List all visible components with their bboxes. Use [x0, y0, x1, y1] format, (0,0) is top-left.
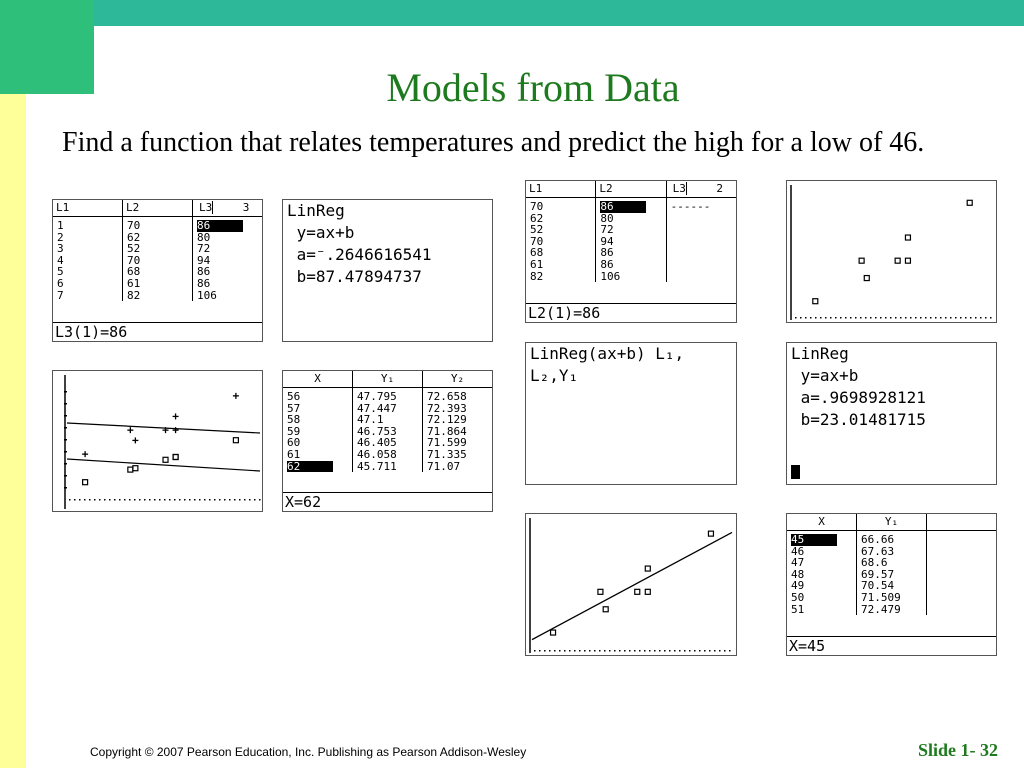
x-axis-tick: [845, 317, 847, 319]
slide-number: Slide 1- 32: [917, 740, 998, 760]
list-l1-column: [53, 217, 123, 301]
x-axis-tick: [614, 650, 616, 652]
x-axis-tick: [189, 499, 191, 501]
y-axis-tick: [64, 487, 67, 489]
x-axis-tick: [955, 317, 957, 319]
y-axis-tick: [64, 403, 67, 405]
table-y1-column: [857, 531, 927, 615]
cell: 50: [791, 590, 805, 604]
cell: 4: [57, 253, 64, 267]
cell: 72.479: [861, 602, 901, 616]
x-axis-tick: [159, 499, 161, 501]
cell: 66.66: [861, 533, 895, 546]
x-axis-tick: [870, 317, 872, 319]
cell: 46.753: [357, 424, 397, 438]
y-axis-tick: [64, 463, 67, 465]
x-axis-tick: [860, 317, 862, 319]
cell: 86: [600, 257, 614, 271]
x-axis-tick: [800, 317, 802, 319]
x-axis-tick: [835, 317, 837, 319]
cell: 62: [287, 461, 333, 473]
x-axis-tick: [129, 499, 131, 501]
table-y2-column: [423, 388, 492, 472]
cell: 61: [287, 447, 301, 461]
linreg-line: y=ax+b: [791, 366, 859, 385]
table-y1-column: [353, 388, 423, 472]
x-axis-tick: [119, 499, 121, 501]
data-point: [905, 235, 910, 240]
x-axis-tick: [669, 650, 671, 652]
status-line: X=45: [787, 636, 996, 655]
x-axis-tick: [960, 317, 962, 319]
x-axis-tick: [689, 650, 691, 652]
x-axis-tick: [704, 650, 706, 652]
regression-plot-graphic: [526, 514, 737, 656]
x-axis-tick: [69, 499, 71, 501]
y-axis-tick: [64, 415, 67, 417]
x-axis-tick: [649, 650, 651, 652]
cell: 71.335: [427, 447, 467, 461]
cell: 70: [530, 234, 544, 248]
slide-subtitle: Find a function that relates temperatures and predict the high for a low of 46.: [62, 127, 925, 158]
data-point: [635, 589, 640, 594]
x-axis-tick: [174, 499, 176, 501]
table-screen-2: [786, 513, 997, 656]
x-axis-tick: [875, 317, 877, 319]
cell: 71.599: [427, 436, 467, 450]
linreg-output-screen-2: [786, 342, 997, 485]
cell: 6: [57, 276, 64, 290]
x-axis-tick: [965, 317, 967, 319]
command-line: LinReg(ax+b) L₁,: [530, 344, 685, 363]
x-axis-tick: [970, 317, 972, 319]
col-header: Y₁: [353, 371, 423, 387]
cell: 67.63: [861, 544, 895, 558]
command-line: L₂,Y₁: [530, 366, 579, 385]
x-axis-tick: [634, 650, 636, 652]
x-axis-tick: [244, 499, 246, 501]
x-axis-tick: [805, 317, 807, 319]
data-point: [645, 566, 650, 571]
cell: 47.447: [357, 401, 397, 415]
col-header: L2: [123, 200, 193, 216]
x-axis-tick: [729, 650, 731, 652]
x-axis-tick: [930, 317, 932, 319]
top-banner: [0, 0, 1024, 26]
cell: 82: [127, 288, 141, 302]
copyright-notice: Copyright © 2007 Pearson Education, Inc. Publishing as Pearson Addison-Wesley: [90, 745, 527, 759]
x-axis-tick: [900, 317, 902, 319]
cell: 70: [127, 219, 141, 232]
square-marker: [173, 455, 178, 460]
cell: 58: [287, 413, 301, 427]
x-axis-tick: [699, 650, 701, 652]
col-header: Y₂: [450, 372, 465, 385]
x-axis-tick: [990, 317, 992, 319]
data-point: [603, 607, 608, 612]
cell: 86: [197, 276, 211, 290]
list-l1-column: [526, 198, 596, 282]
cell: 60: [287, 436, 301, 450]
x-axis-tick: [920, 317, 922, 319]
cell: 72.393: [427, 401, 467, 415]
y-axis-tick: [64, 391, 67, 393]
col-header-empty: [927, 514, 996, 530]
x-axis-tick: [684, 650, 686, 652]
x-axis-tick: [239, 499, 241, 501]
cell: 52: [127, 242, 141, 256]
cell: 82: [530, 269, 544, 283]
cell: 47: [791, 556, 805, 570]
x-axis-tick: [124, 499, 126, 501]
y-axis-tick: [64, 439, 67, 441]
x-axis-tick: [925, 317, 927, 319]
x-axis-tick: [679, 650, 681, 652]
cursor-block: [791, 465, 800, 479]
cell: 61: [530, 257, 544, 271]
cell: 2: [57, 230, 64, 244]
cell: 47.795: [357, 390, 397, 403]
col-header: Y₁: [857, 514, 927, 530]
x-axis-tick: [594, 650, 596, 652]
cell: 72: [197, 242, 211, 256]
cell: 62: [530, 211, 544, 225]
data-point: [813, 299, 818, 304]
cell: 70: [127, 253, 141, 267]
x-axis-tick: [980, 317, 982, 319]
cell: 71.864: [427, 424, 467, 438]
cell: 46.405: [357, 436, 397, 450]
regression-line: [532, 532, 732, 639]
cell: 46: [791, 544, 805, 558]
cell: 62: [127, 230, 141, 244]
col-header: L1: [526, 181, 596, 197]
x-axis-tick: [259, 499, 261, 501]
x-axis-tick: [855, 317, 857, 319]
square-marker: [233, 438, 238, 443]
cell: 45.711: [357, 459, 397, 473]
linreg-line: b=87.47894737: [287, 267, 422, 286]
x-axis-tick: [539, 650, 541, 652]
cell: 7: [57, 288, 64, 302]
y-axis-tick: [64, 475, 67, 477]
x-axis-tick: [644, 650, 646, 652]
cell: 70: [530, 200, 544, 213]
cell: 106: [197, 288, 217, 302]
cell: 72.129: [427, 413, 467, 427]
cell: 70.54: [861, 579, 895, 593]
table-x-column: [283, 388, 353, 472]
cell: 68.6: [861, 556, 888, 570]
x-axis-tick: [564, 650, 566, 652]
x-axis-tick: [144, 499, 146, 501]
x-axis-tick: [534, 650, 536, 652]
x-axis-tick: [589, 650, 591, 652]
x-axis-tick: [880, 317, 882, 319]
cell: 68: [530, 246, 544, 260]
square-marker: [133, 466, 138, 471]
list-editor-screen-1: [52, 199, 263, 342]
regression-plot-screen: [525, 513, 737, 656]
table-x-column: [787, 531, 857, 615]
linreg-line: LinReg: [287, 201, 345, 220]
x-axis-tick: [850, 317, 852, 319]
plot-screen-1: [52, 370, 263, 512]
cell: 86: [600, 201, 646, 213]
x-axis-tick: [179, 499, 181, 501]
list-l2-column: [596, 198, 666, 282]
data-point: [645, 589, 650, 594]
cell: 56: [287, 390, 301, 403]
cell: 72.658: [427, 390, 467, 403]
x-axis-tick: [985, 317, 987, 319]
cell: 48: [791, 567, 805, 581]
x-axis-tick: [890, 317, 892, 319]
cell: 80: [197, 230, 211, 244]
linreg-line: b=23.01481715: [791, 410, 926, 429]
cell: 3: [57, 242, 64, 256]
x-axis-tick: [915, 317, 917, 319]
status-line: X=62: [283, 492, 492, 511]
list-l2-column: [123, 217, 193, 301]
table-empty-column: [927, 531, 996, 615]
x-axis-tick: [139, 499, 141, 501]
y-axis-tick: [64, 451, 67, 453]
cell: 86: [197, 265, 211, 279]
x-axis-tick: [549, 650, 551, 652]
table-screen-1: [282, 370, 493, 512]
x-axis-tick: [199, 499, 201, 501]
x-axis-tick: [935, 317, 937, 319]
x-axis-tick: [940, 317, 942, 319]
x-axis-tick: [714, 650, 716, 652]
cell: 71.07: [427, 459, 461, 473]
x-axis-tick: [724, 650, 726, 652]
x-axis-tick: [885, 317, 887, 319]
x-axis-tick: [830, 317, 832, 319]
square-marker: [128, 467, 133, 472]
x-axis-tick: [229, 499, 231, 501]
cell: 5: [57, 265, 64, 279]
x-axis-tick: [654, 650, 656, 652]
cell: 49: [791, 579, 805, 593]
x-axis-tick: [945, 317, 947, 319]
x-axis-tick: [249, 499, 251, 501]
x-axis-tick: [840, 317, 842, 319]
x-axis-tick: [234, 499, 236, 501]
cell: 68: [127, 265, 141, 279]
cell: 86: [197, 220, 243, 232]
x-axis-tick: [795, 317, 797, 319]
cell: 69.57: [861, 567, 895, 581]
cell: ------: [670, 200, 711, 213]
x-axis-tick: [694, 650, 696, 652]
x-axis-tick: [569, 650, 571, 652]
status-line: L2(1)=86: [526, 303, 736, 322]
x-axis-tick: [109, 499, 111, 501]
data-point: [551, 630, 556, 635]
col-header: X: [787, 514, 857, 530]
y-axis-tick: [64, 427, 67, 429]
regression-line-y2: [67, 423, 260, 433]
square-marker: [83, 480, 88, 485]
list-l3-column: [667, 198, 736, 282]
cell: 61: [127, 276, 141, 290]
cell: 72: [600, 223, 614, 237]
cell: 86: [600, 246, 614, 260]
x-axis-tick: [659, 650, 661, 652]
cell: 106: [600, 269, 621, 283]
x-axis-tick: [99, 499, 101, 501]
x-axis-tick: [544, 650, 546, 652]
x-axis-tick: [719, 650, 721, 652]
cell: 94: [197, 253, 211, 267]
x-axis-tick: [674, 650, 676, 652]
linreg-command-screen: [525, 342, 737, 485]
x-axis-tick: [559, 650, 561, 652]
x-axis-tick: [584, 650, 586, 652]
linreg-line: LinReg: [791, 344, 849, 363]
x-axis-tick: [664, 650, 666, 652]
linreg-line: y=ax+b: [287, 223, 355, 242]
x-axis-tick: [609, 650, 611, 652]
x-axis-tick: [149, 499, 151, 501]
x-axis-tick: [219, 499, 221, 501]
x-axis-tick: [950, 317, 952, 319]
x-axis-tick: [114, 499, 116, 501]
data-point: [905, 258, 910, 263]
x-axis-tick: [204, 499, 206, 501]
status-line: L3(1)=86: [53, 322, 262, 341]
x-axis-tick: [905, 317, 907, 319]
x-axis-tick: [154, 499, 156, 501]
linreg-line: a=⁻.2646616541: [287, 245, 432, 264]
cell: 71.509: [861, 590, 901, 604]
x-axis-tick: [910, 317, 912, 319]
cell: 59: [287, 424, 301, 438]
plot-1-graphic: [53, 371, 263, 512]
slide-title: Models from Data: [386, 65, 680, 110]
x-axis-tick: [194, 499, 196, 501]
x-axis-tick: [825, 317, 827, 319]
x-axis-tick: [579, 650, 581, 652]
x-axis-tick: [810, 317, 812, 319]
cell: 1: [57, 219, 64, 232]
col-header: L3 2: [667, 181, 736, 197]
left-sidebar-strip: [0, 94, 26, 768]
data-point: [895, 258, 900, 263]
scatter-plot-graphic: [787, 181, 997, 323]
data-point: [859, 258, 864, 263]
x-axis-tick: [84, 499, 86, 501]
cell: 57: [287, 401, 301, 415]
x-axis-tick: [629, 650, 631, 652]
x-axis-tick: [214, 499, 216, 501]
x-axis-tick: [209, 499, 211, 501]
x-axis-tick: [89, 499, 91, 501]
linreg-line: a=.9698928121: [791, 388, 926, 407]
x-axis-tick: [624, 650, 626, 652]
square-marker: [173, 455, 178, 460]
col-header: L3 3: [193, 200, 262, 216]
cell: 45: [791, 534, 837, 546]
x-axis-tick: [169, 499, 171, 501]
x-axis-tick: [74, 499, 76, 501]
cell: 47.1: [357, 413, 384, 427]
x-axis-tick: [104, 499, 106, 501]
cell: 52: [530, 223, 544, 237]
cell: 51: [791, 602, 805, 616]
x-axis-tick: [895, 317, 897, 319]
x-axis-tick: [224, 499, 226, 501]
x-axis-tick: [134, 499, 136, 501]
data-point: [967, 200, 972, 205]
x-axis-tick: [254, 499, 256, 501]
x-axis-tick: [184, 499, 186, 501]
x-axis-tick: [79, 499, 81, 501]
list-editor-screen-2: [525, 180, 737, 323]
x-axis-tick: [975, 317, 977, 319]
x-axis-tick: [599, 650, 601, 652]
col-header: L2: [596, 181, 666, 197]
x-axis-tick: [619, 650, 621, 652]
list-l3-column: [193, 217, 262, 301]
data-point: [598, 589, 603, 594]
x-axis-tick: [604, 650, 606, 652]
linreg-output-screen-1: [282, 199, 493, 342]
col-header: L1: [53, 200, 123, 216]
cell: 94: [600, 234, 614, 248]
cell: 80: [600, 211, 614, 225]
col-header: X: [283, 371, 353, 387]
scatter-plot-screen: [786, 180, 997, 323]
x-axis-tick: [639, 650, 641, 652]
x-axis-tick: [574, 650, 576, 652]
x-axis-tick: [164, 499, 166, 501]
cell: 46.058: [357, 447, 397, 461]
x-axis-tick: [94, 499, 96, 501]
data-point: [864, 276, 869, 281]
x-axis-tick: [554, 650, 556, 652]
x-axis-tick: [820, 317, 822, 319]
x-axis-tick: [865, 317, 867, 319]
x-axis-tick: [815, 317, 817, 319]
square-marker: [163, 457, 168, 462]
x-axis-tick: [709, 650, 711, 652]
data-point: [708, 531, 713, 536]
